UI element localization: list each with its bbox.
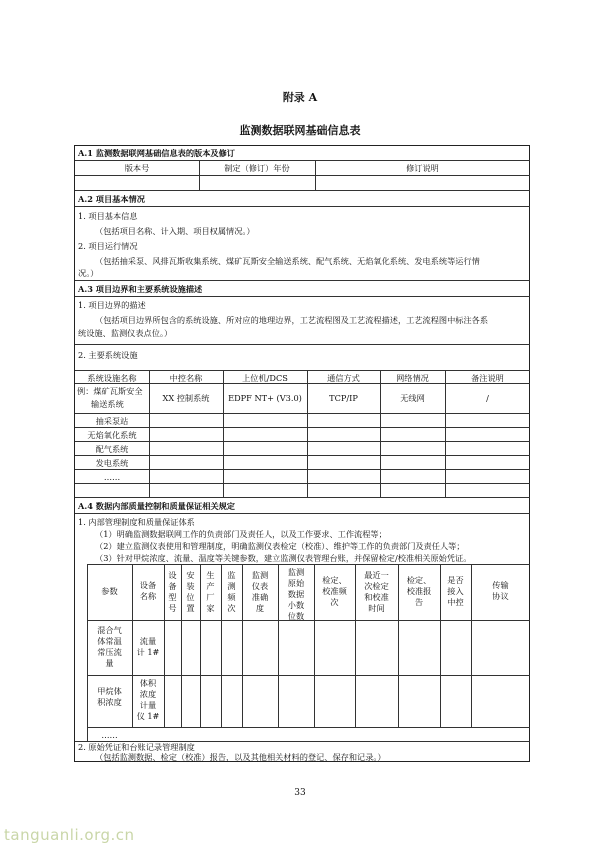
col-host-dcs: 上位机/DCS (242, 373, 288, 383)
ledger-col-location: 安 装 位 置 (186, 570, 195, 613)
example-comm: TCP/IP (329, 393, 358, 403)
a3-item1-note-cont: 统设施、监测仪表点位。） (78, 328, 173, 338)
ledger-col-model: 设 备 型 号 (168, 570, 177, 613)
ledger-col-accuracy: 监测 仪表 准确 度 (251, 570, 269, 613)
col-network: 网络情况 (396, 373, 429, 383)
system-row: 配气系统 (95, 444, 129, 454)
ledger-col-param: 参数 (101, 586, 118, 596)
col-year: 制定（修订）年份 (224, 163, 290, 173)
ledger-col-calib-freq: 检定、 校准频 次 (322, 575, 347, 607)
ledger-col-decimals: 监测 原始 数据 小数 位数 (287, 567, 305, 621)
a3-item2: 2. 主要系统设施 (78, 350, 138, 360)
example-control-name: XX 控制系统 (162, 393, 210, 403)
system-row: 无焰氧化系统 (87, 430, 137, 440)
a3-item1: 1. 项目边界的描述 (78, 300, 146, 310)
page-number: 33 (294, 788, 306, 798)
a2-item1: 1. 项目基本信息 (78, 211, 138, 221)
col-comm-method: 通信方式 (327, 373, 360, 383)
col-revision-note: 修订说明 (406, 163, 439, 173)
a4-para2: （2）建立监测仪表使用和管理制度，明确监测仪表检定（校准）、维护等工作的负责部门及责任人等； (95, 541, 465, 551)
ledger-col-connected: 是否 接入 中控 (447, 575, 464, 607)
col-control-name: 中控名称 (169, 373, 203, 383)
a4-item2: 2. 原始凭证和台账记录管理制度 (78, 742, 195, 752)
system-row: 抽采泵站 (95, 416, 129, 426)
example-system-name: 例：煤矿瓦斯安全 (77, 386, 143, 396)
ledger-col-calib-report: 检定、 校准报 告 (406, 575, 432, 607)
section-a4-heading: A.4 数据内部质量控制和质量保证相关规定 (78, 501, 235, 511)
ledger-col-last-calib: 最近一 次检定 和校准 时间 (364, 570, 389, 613)
a4-item2-note: （包括监测数据、检定（校准）报告，以及其他相关材料的登记、保存和记录。） (95, 752, 386, 762)
system-row: …… (103, 472, 121, 482)
ledger-row-param: 甲烷体 积浓度 (97, 686, 122, 707)
ledger-row-device: 体积 浓度 计量 仪 1# (136, 678, 160, 721)
ledger-col-frequency: 监 测 频 次 (227, 570, 236, 613)
a3-item1-note: （包括项目边界所包含的系统设施、所对应的地理边界，工艺流程图及工艺流程描述，工艺流程图中标注各系 (95, 315, 489, 325)
section-a2-heading: A.2 项目基本情况 (78, 194, 145, 204)
a2-item1-note: （包括项目名称、计入期、项目权属情况。） (95, 226, 255, 236)
a2-item2-note: （包括抽采泵、风排瓦斯收集系统、煤矿瓦斯安全输送系统、配气系统、无焰氧化系统、发电系统等运行情 (95, 256, 480, 266)
ledger-col-device-name: 设备 名称 (139, 580, 157, 601)
a4-para1: （1）明确监测数据联网工作的负责部门及责任人，以及工作要求、工作流程等； (95, 529, 387, 539)
appendix-label: 附录 A (282, 91, 318, 104)
col-system-name: 系统设施名称 (87, 373, 137, 383)
ledger-row-param: 混合气 体常温 常压流 量 (97, 625, 122, 668)
ledger-col-manufacturer: 生 产 厂 家 (206, 570, 215, 613)
a4-para3: （3）针对甲烷浓度、流量、温度等关键参数，建立监测仪表管理台账，并保留检定/校准相关原始凭证。 (95, 553, 472, 563)
example-host-dcs: EDPF NT+ (V3.0) (228, 393, 302, 403)
col-version: 版本号 (124, 163, 150, 173)
section-a3-heading: A.3 项目边界和主要系统设施描述 (78, 284, 203, 294)
a2-item2-note-cont: 况。） (78, 268, 99, 278)
a2-item2: 2. 项目运行情况 (78, 241, 138, 251)
watermark: tanguanli.org.cn (4, 826, 135, 844)
system-row: 发电系统 (95, 458, 129, 468)
ledger-row-device: 流量 计 1# (136, 636, 160, 657)
ledger-row-more: …… (101, 730, 118, 740)
example-network: 无线网 (400, 393, 425, 403)
col-remarks: 备注说明 (471, 373, 504, 383)
example-system-name-cont: 输送系统 (91, 399, 124, 409)
a4-item1: 1. 内部管理制度和质量保证体系 (78, 517, 195, 527)
example-remarks: / (486, 393, 489, 403)
section-a1-heading: A.1 监测数据联网基础信息表的版本及修订 (78, 148, 235, 158)
info-table (74, 145, 530, 762)
ledger-col-protocol: 传输 协议 (492, 580, 509, 601)
form-title: 监测数据联网基础信息表 (239, 124, 361, 137)
